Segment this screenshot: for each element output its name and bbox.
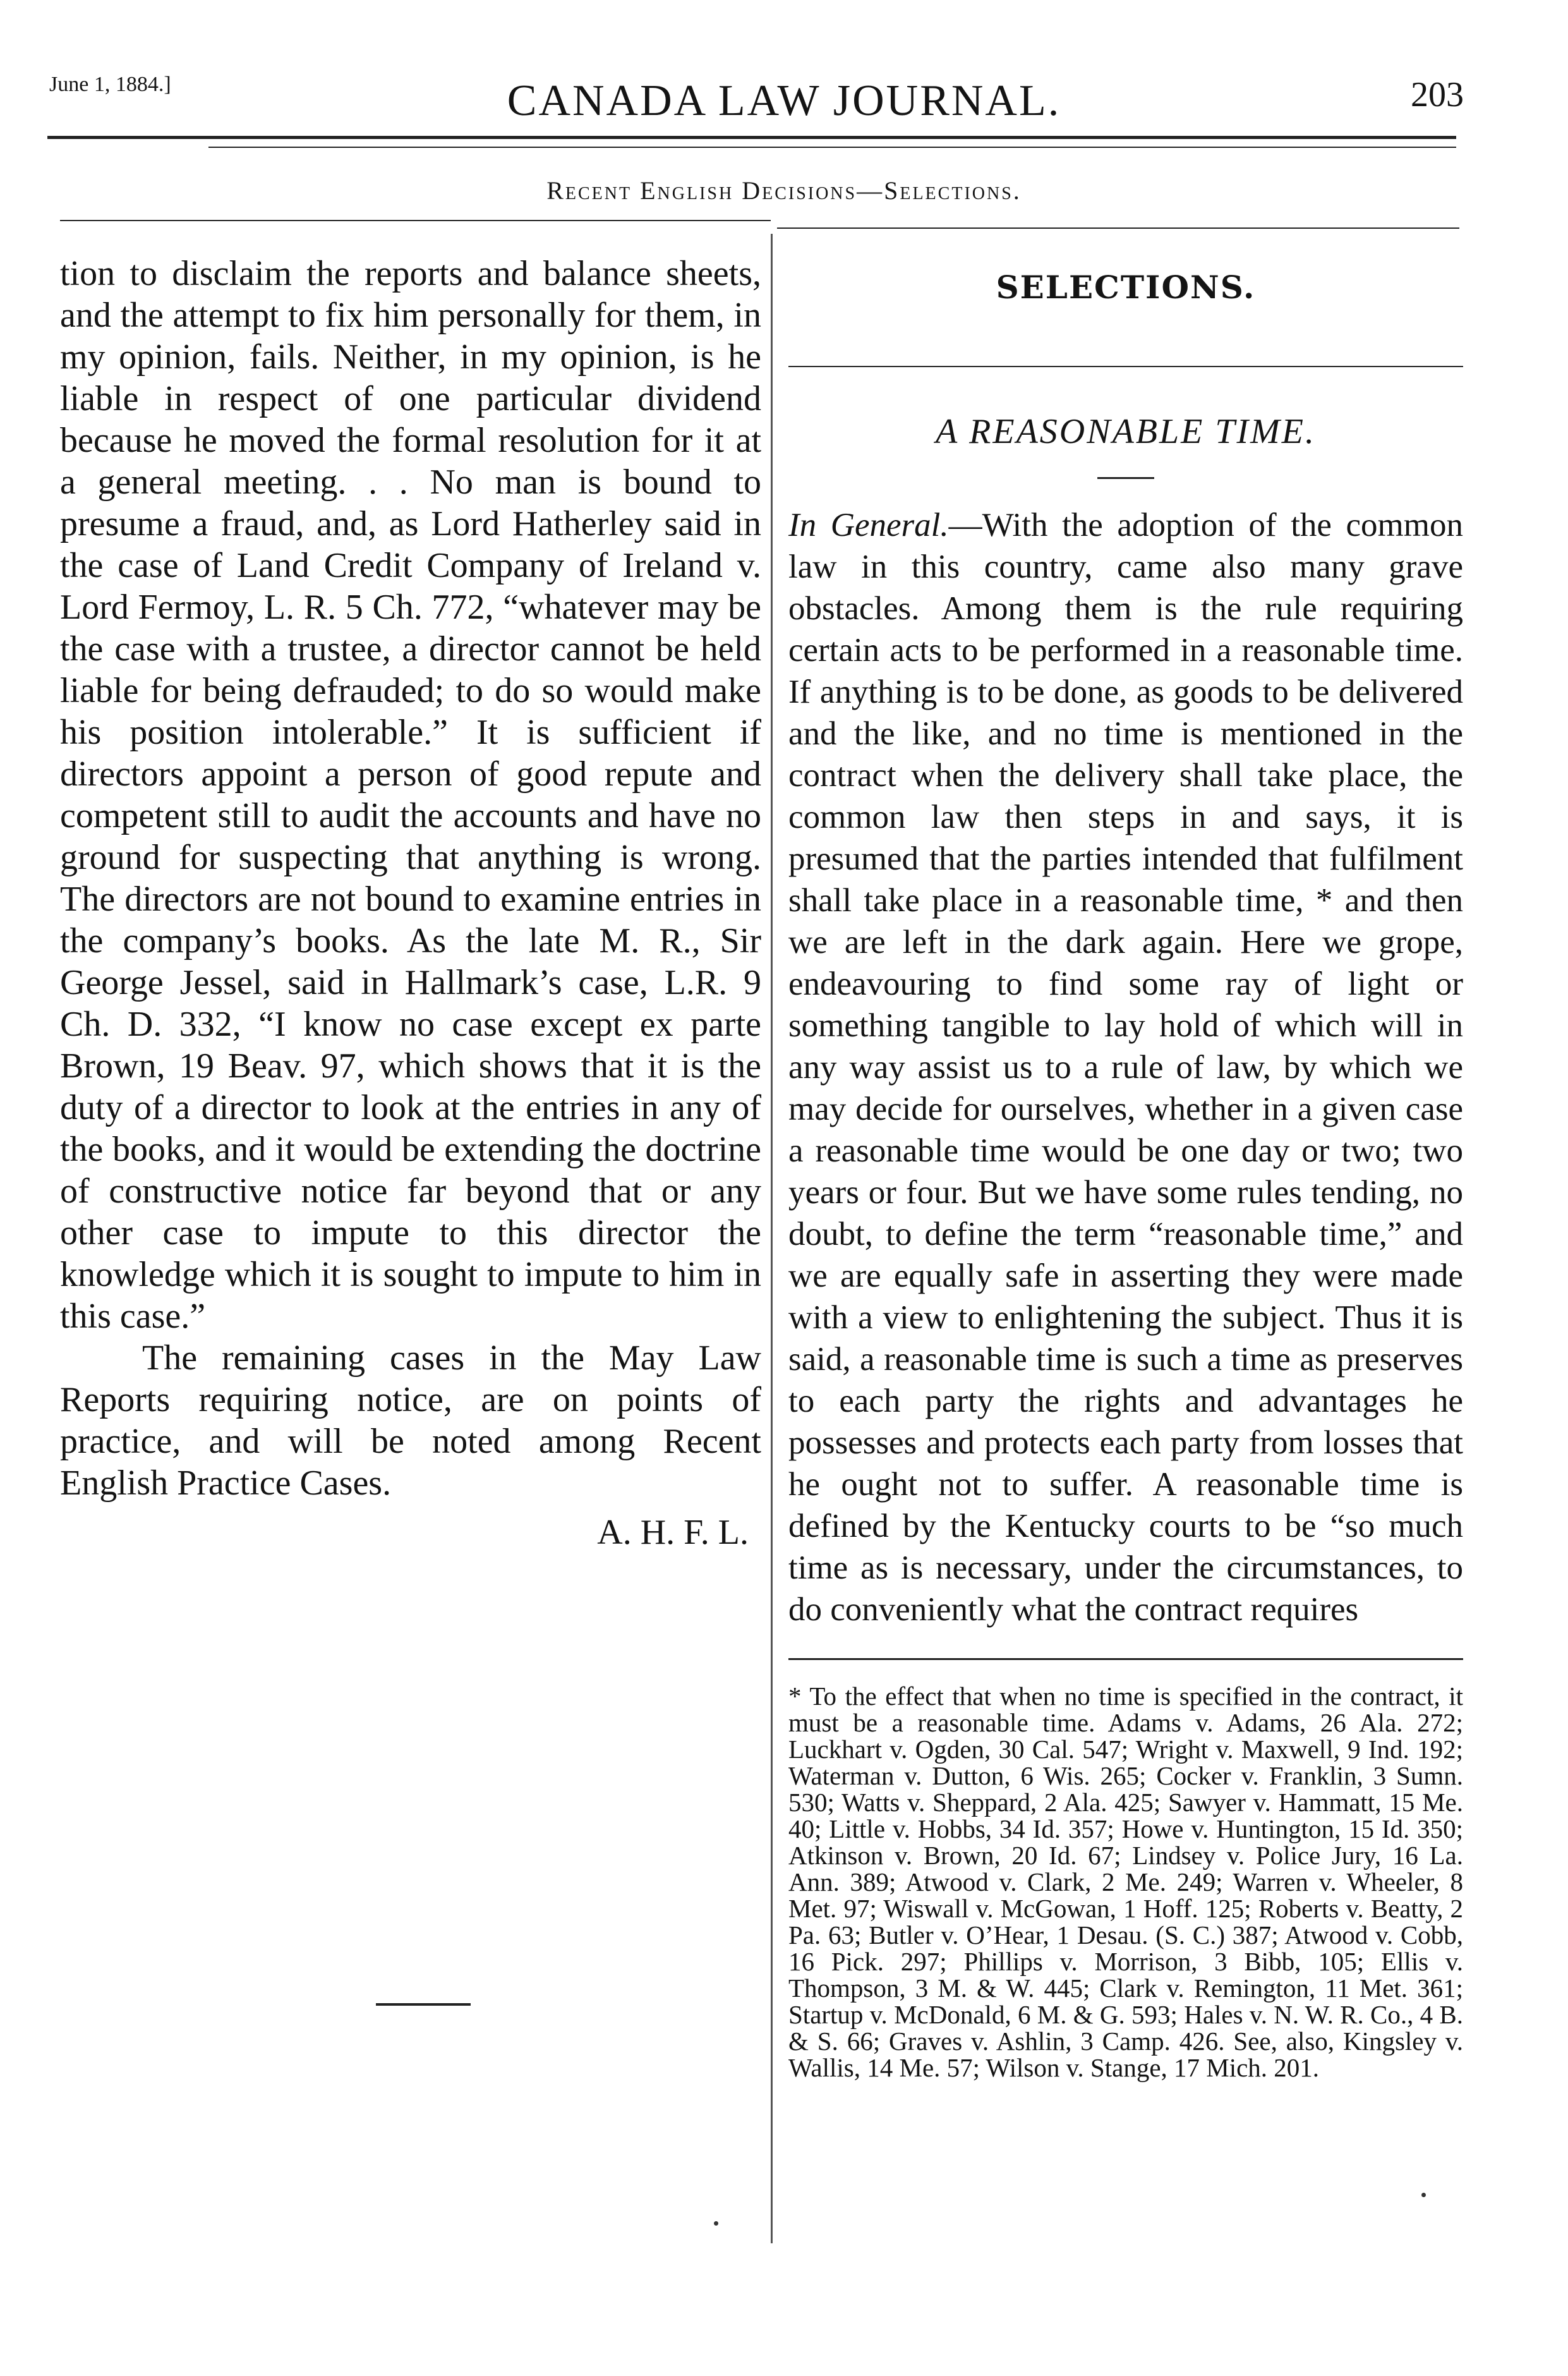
footnote: * To the effect that when no time is specified in the contract, it must be a reasonable time. Adams v. Adams, 26 Ala. 272; Luckhart v. Ogden, 30 Cal. 547; Wright v. Maxwell, 9 Ind. 192; Waterman v. Dutton, 6 Wis. 265; Cocker v. Franklin, 3 Sumn. 530; Watts v. Sheppard, 2 Ala. 425; Sawyer v. Hammatt, 15 Me. 40; Little v. Hobbs, 34 Id. 357; Howe v. Huntington, 15 Id. 350; Atkinson v. Brown, 20 Id. 67; Lindsey v. Police Jury, 16 La. Ann. 389; Atwood v. Clark, 2 Me. 249; Warren v. Wheeler, 8 Met. 97; Wiswall v. McGowan, 1 Hoff. 125; Roberts v. Beatty, 2 Pa. 63; Butler v. O’Hear, 1 Desau. (S. C.) 387; Atwood v. Cobb, 16 Pick. 297; Phillips v. Morrison, 3 Bibb, 105; Ellis v. Thompson, 3 M. & W. 445; Clark v. Remington, 11 Met. 361; Startup v. McDonald, 6 M. & G. 593; Hales v. N. W. R. Co., 4 B. & S. 66; Graves v. Ashlin, 3 Camp. 426. See, also, Kingsley v. Wallis, 14 Me. 57; Wilson v. Stange, 17 Mich. 201. bbox=[788, 1682, 1463, 2082]
end-rule bbox=[376, 2003, 471, 2006]
page-number: 203 bbox=[1411, 75, 1464, 114]
lead-label: In General. bbox=[788, 507, 949, 543]
left-paragraph-2: The remaining cases in the May Law Reports requiring notice, are on points of practice, and will be noted among Recent English Practice Cases. bbox=[60, 1338, 761, 1503]
article-title: A REASONABLE TIME. bbox=[935, 412, 1317, 451]
header-rule-top bbox=[47, 136, 1456, 139]
right-column bbox=[788, 253, 1463, 2081]
footnote-rule bbox=[788, 1658, 1463, 1660]
article-body bbox=[788, 504, 1463, 1630]
article-body-text: —With the adoption of the common law in this country, came also many grave obstacles. Among them is the rule requiring certain acts to be performed in a reasonable time. If anything is to be done, as goods to be delivered and the like, and no time is mentioned in the contract when the delivery shall take place, the common law then steps in and says, it is presumed that the parties intended that fulfilment shall take place in a reasonable time, * and then we are left in the dark again. Here we grope, endeavouring to find some ray of light or something tangible to lay hold of which will in any way assist us to a rule of law, by which we may decide for ourselves, whether in a given case a reasonable time would be one day or two; two years or four. But we have some rules tending, no doubt, to define the term “reasonable time,” and we are equally safe in asserting they were made with a view to enlightening the subject. Thus it is said, a reasonable time is such a time as preserves to each party the rights and advantages he possesses and protects each party from losses that he ought not to suffer. A reasonable time is defined by the Kentucky courts to be “so much time as is necessary, under the circumstances, to do conveniently what the contract requires bbox=[788, 507, 1463, 1628]
subhead-rule-left bbox=[60, 220, 771, 221]
subhead-rule-right bbox=[777, 227, 1459, 229]
left-paragraph-1: tion to disclaim the reports and balance sheets, and the attempt to fix him personally for them, in my opinion, fails. Neither, in my opinion, is he liable in respect of one particular dividend because he moved the formal resolution for it at a general meeting. . . No man is bound to presume a fraud, and, as Lord Hatherley said in the case of Land Credit Company of Ireland v. Lord Fermoy, L. R. 5 Ch. 772, “whatever may be the case with a trustee, a director cannot be held liable for being defrauded; to do so would make his position intolerable.” It is sufficient if directors appoint a person of good repute and competent still to audit the accounts and have no ground for suspecting that anything is wrong. The directors are not bound to examine entries in the company’s books. As the late M. R., Sir George Jessel, said in Hallmark’s case, L.R. 9 Ch. D. 332, “I know no case except ex parte Brown, 19 Beav. 97, which shows that it is the duty of a director to look at the entries in any of the books, and it would be extending the doctrine of constructive notice far beyond that or any other case to impute to this director the knowledge which it is sought to impute to him in this case.” bbox=[60, 254, 761, 1336]
left-column bbox=[60, 253, 761, 1553]
journal-title: CANADA LAW JOURNAL. bbox=[507, 76, 1061, 125]
section-heading: SELECTIONS. bbox=[996, 269, 1256, 306]
header-rule-bottom bbox=[208, 147, 1456, 148]
column-divider bbox=[771, 234, 773, 2243]
speck-mark bbox=[714, 2221, 718, 2226]
author-initials: A. H. F. L. bbox=[597, 1513, 749, 1552]
issue-date: June 1, 1884.] bbox=[49, 73, 171, 96]
title-rule bbox=[1097, 477, 1154, 479]
section-rule bbox=[788, 366, 1463, 367]
speck-mark bbox=[1421, 2193, 1426, 2197]
running-subhead: Recent English Decisions—Selections. bbox=[546, 176, 1022, 205]
